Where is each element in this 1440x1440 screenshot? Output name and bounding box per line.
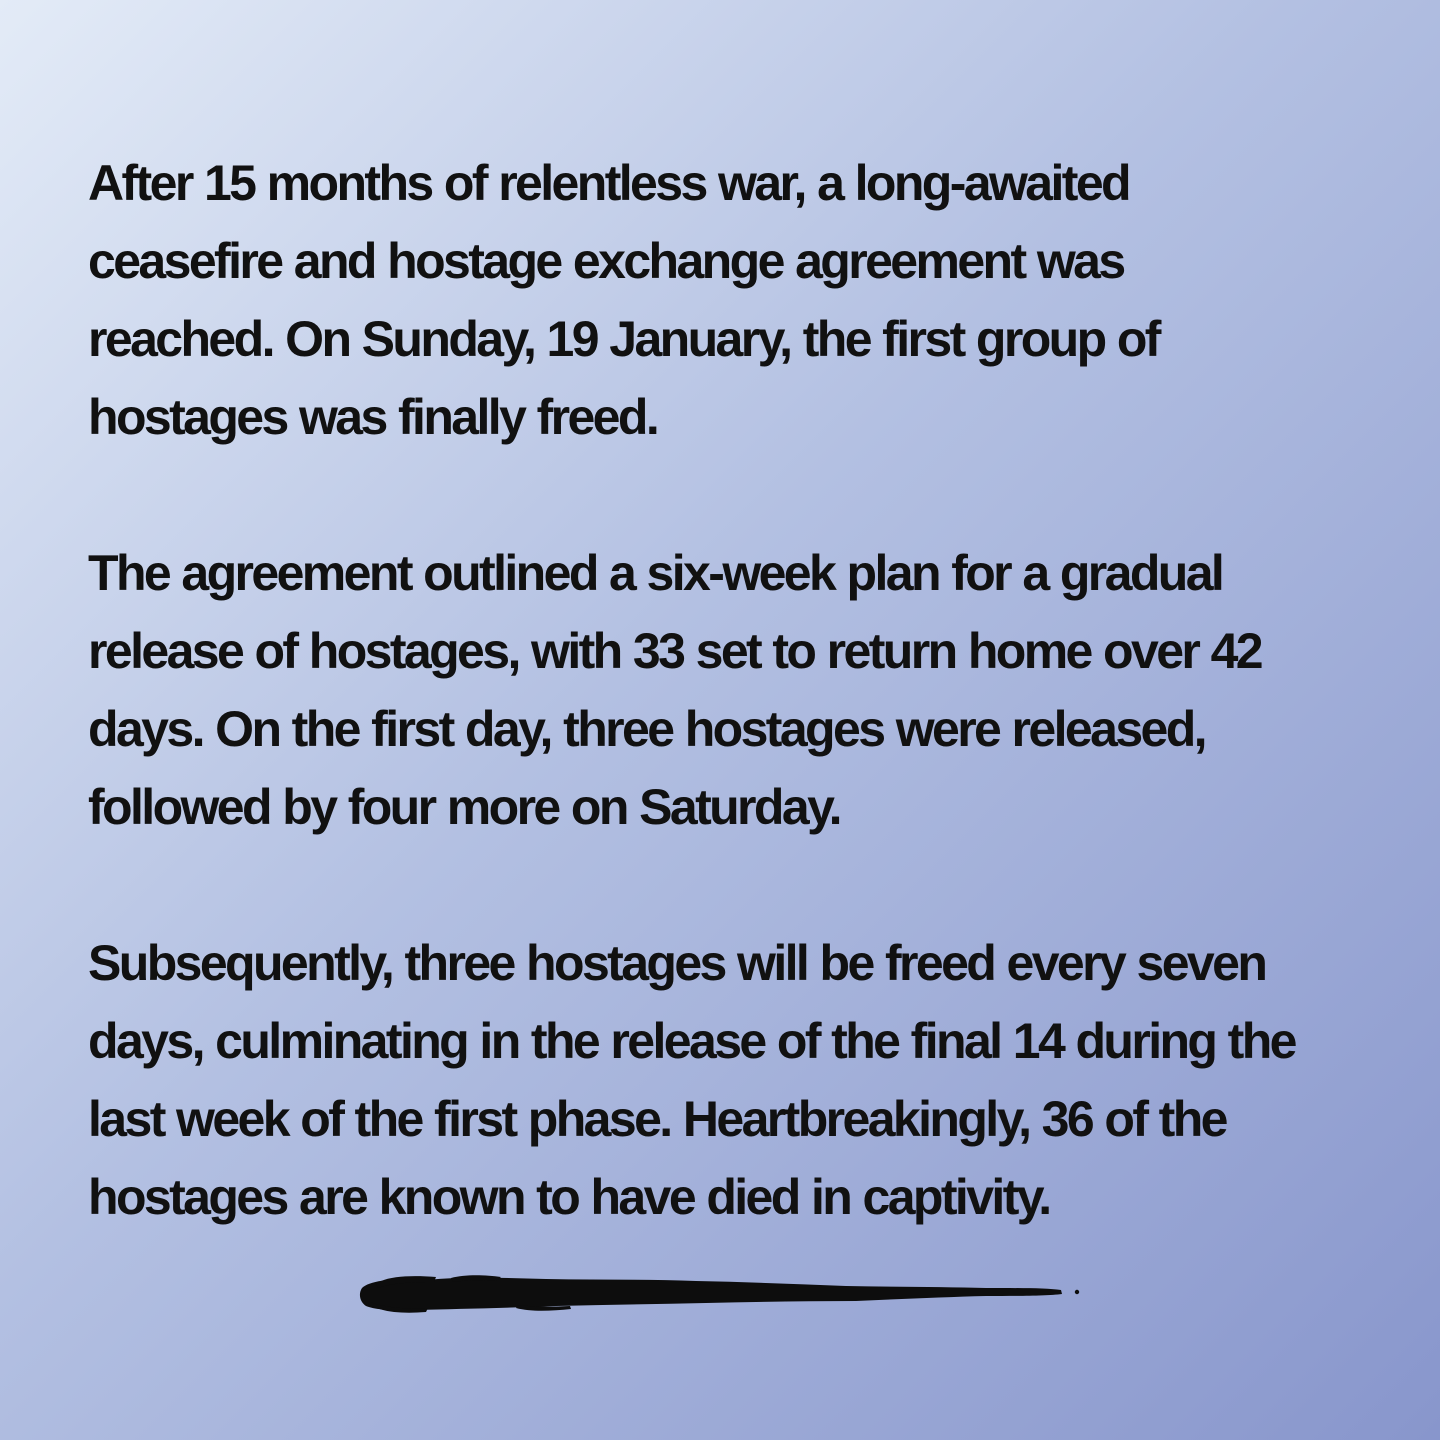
text-line: After 15 months of relentless war, a long-awaited bbox=[88, 155, 1130, 211]
paragraph-ceasefire bbox=[88, 144, 1378, 456]
text-line: last week of the first phase. Heartbreakingly, 36 of the bbox=[88, 1091, 1226, 1147]
paragraph-subsequent-releases bbox=[88, 924, 1378, 1236]
text-line: hostages are known to have died in captivity. bbox=[88, 1169, 1050, 1225]
text-line: ceasefire and hostage exchange agreement was bbox=[88, 233, 1124, 289]
text-line: The agreement outlined a six-week plan for a gradual bbox=[88, 545, 1223, 601]
text-line: release of hostages, with 33 set to return home over 42 bbox=[88, 623, 1261, 679]
text-line: hostages was finally freed. bbox=[88, 389, 658, 445]
paragraph-agreement bbox=[88, 534, 1378, 846]
text-line: days, culminating in the release of the final 14 during the bbox=[88, 1013, 1295, 1069]
text-line: days. On the first day, three hostages were released, bbox=[88, 701, 1205, 757]
article-text bbox=[88, 144, 1378, 1314]
text-line: Subsequently, three hostages will be freed every seven bbox=[88, 935, 1266, 991]
brush-stroke-divider-icon bbox=[356, 1270, 1096, 1320]
text-line: reached. On Sunday, 19 January, the first group of bbox=[88, 311, 1159, 367]
text-line: followed by four more on Saturday. bbox=[88, 779, 840, 835]
